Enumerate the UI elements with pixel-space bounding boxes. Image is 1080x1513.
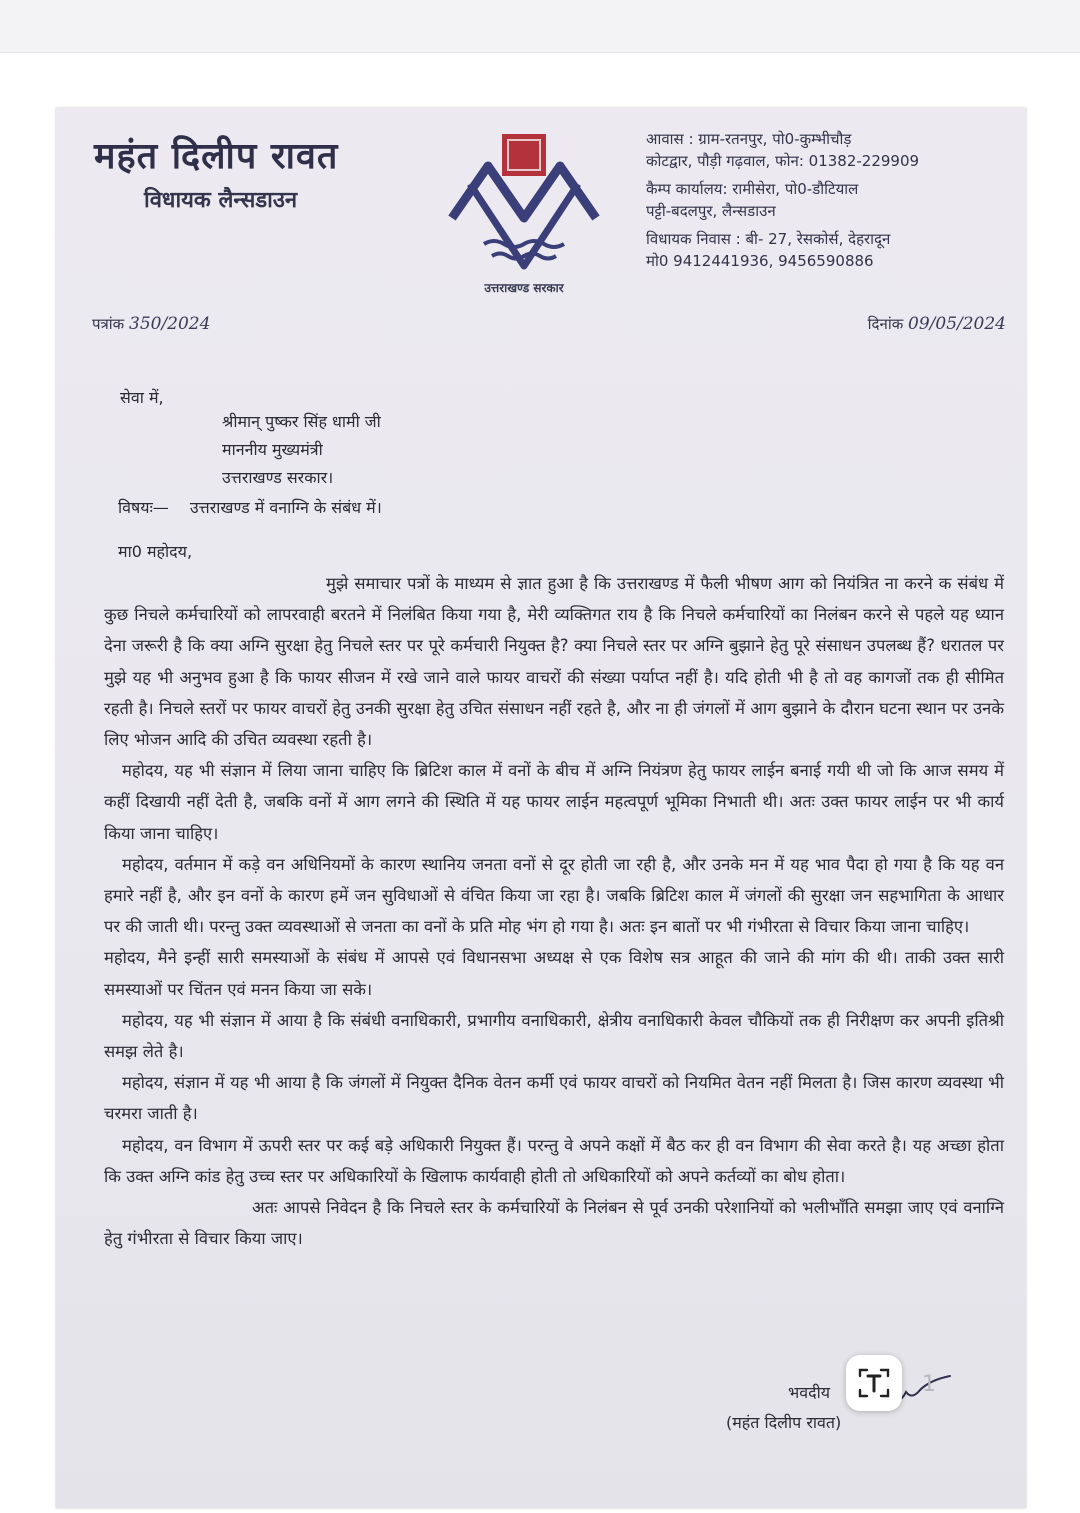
valediction-line	[788, 1378, 841, 1408]
letterhead-name: महंत दिलीप रावत	[94, 136, 339, 177]
body-paragraph: मुझे समाचार पत्रों के माध्यम से ज्ञात हुआ है कि उत्तराखण्ड में फैली भीषण आग को नियंत्रित ना करने क संबंध में कुछ निचले कर्मचारियों को लापरवाही बरतने में निलंबित किया गया है, मेरी व्यक्तिगत राय है कि निचले कर्मचारियों का निलंबन करने से पहले यह ध्यान देना जरूरी है कि क्या अग्नि सुरक्षा हेतु निचले स्तर पर पूरे कर्मचारी नियुक्त है? क्या निचले स्तर पर अग्नि बुझाने हेतु पूरे संसाधन उपलब्ध हैं? धरातल पर मुझे यह भी अनुभव हुआ है कि फायर सीजन में रखे जाने वाले फायर वाचरों की संख्या पर्याप्त नहीं है। यदि होती भी है तो वह कागजों तक ही सीमित रहती है। निचले स्तरों पर फायर वाचरों हेतु उनकी सुरक्षा हेतु उचित संसाधन नहीं रहते है, और ना ही जंगलों में आग बुझाने के दौरान घटना स्थान पर उनके लिए भोजन आदि की उचित व्यवस्था रहती है।	[104, 574, 1004, 750]
subject-line	[118, 496, 382, 518]
body-paragraph: महोदय, मैने इन्हीं सारी समस्याओं के संबंध में आपसे एवं विधानसभा अध्यक्ष से एक विशेष सत्र आहूत की जाने की मांग की थी। ताकी उक्त सारी समस्याओं पर चिंतन एवं मनन किया जा सके।	[104, 948, 1004, 999]
text-recognition-icon	[857, 1366, 891, 1400]
addressee-block	[222, 408, 381, 492]
signatory-name: (महंत दिलीप रावत)	[726, 1413, 842, 1432]
salutation: मा0 महोदय,	[118, 542, 193, 561]
reference-label: पत्रांक	[92, 315, 125, 333]
valediction: भवदीय	[788, 1383, 831, 1402]
app-top-bar	[0, 0, 1080, 53]
addressee-line: माननीय मुख्यमंत्री	[222, 440, 323, 459]
body-paragraph: महोदय, वन विभाग में ऊपरी स्तर पर कई बड़े अधिकारी नियुक्त हैं। परन्तु वे अपने कक्षों में बैठ कर ही वन विभाग की सेवा करते है। यह अच्छा होता कि उक्त अग्नि कांड हेतु उच्च स्तर पर अधिकारियों के खिलाफ कार्यवाही होती तो अधिकारियों को अपने कर्तव्यों का बोध होता।	[104, 1135, 1004, 1186]
date-value: 09/05/2024	[908, 314, 1006, 334]
address-line: कोटद्वार, पौड़ी गढ़वाल, फोन: 01382-229909	[646, 152, 920, 170]
reference-value: 350/2024	[129, 314, 211, 334]
phone-line: मो0 9412441936, 9456590886	[646, 252, 874, 270]
reference-number	[92, 314, 210, 334]
address-line: विधायक निवास : बी- 27, रेसकोर्स, देहरादून	[646, 230, 891, 248]
addressee-opening: सेवा में,	[120, 388, 164, 407]
body-paragraph: महोदय, संज्ञान में यह भी आया है कि जंगलों में नियुक्त दैनिक वेतन कर्मी एवं फायर वाचरों को नियमित वेतन नहीं मिलता है। जिस कारण व्यवस्था भी चरमरा जाती है।	[104, 1073, 1004, 1124]
body-paragraph: महोदय, वर्तमान में कड़े वन अधिनियमों के कारण स्थानिय जनता वनों से दूर होती जा रही है, और उनके मन में यह भाव पैदा हो गया है कि यह वन हमारे नहीं है, और इन वनों के कारण हमें जन सुविधाओं से वंचित किया जा रहा है। जबकि ब्रिटिश काल में जंगलों की सुरक्षा जन सहभागिता के आधार पर की जाती थी। परन्तु उक्त व्यवस्थाओं से जनता का वनों के प्रति मोह भंग हो गया है। अतः इन बातों पर भी गंभीरता से विचार किया जाना चाहिए।	[104, 854, 1004, 937]
addressee-line: उत्तराखण्ड सरकार।	[222, 468, 334, 487]
letter-date	[868, 314, 1006, 334]
subject-label: विषयः—	[118, 498, 169, 517]
address-block	[646, 128, 1016, 272]
emblem-graphic	[444, 126, 604, 296]
letterhead-title: विधायक लैन्सडाउन	[144, 188, 298, 213]
letter-page	[56, 108, 1026, 1508]
uttarakhand-emblem	[444, 126, 604, 296]
body-paragraph: अतः आपसे निवेदन है कि निचले स्तर के कर्मचारियों के निलंबन से पूर्व उनकी परेशानियों को भलीभाँति समझा जाए एवं वनाग्नि हेतु गंभीरता से विचार किया जाए।	[104, 1198, 1004, 1249]
address-line: आवास : ग्राम-रतनपुर, पो0-कुम्भीचौड़	[646, 130, 852, 148]
text-recognition-button[interactable]	[846, 1355, 902, 1411]
address-line: कैम्प कार्यालय: रामीसेरा, पो0-डौटियाल	[646, 180, 859, 198]
body-paragraph: महोदय, यह भी संज्ञान में लिया जाना चाहिए कि ब्रिटिश काल में वनों के बीच में अग्नि नियंत्रण हेतु फायर लाईन बनाई गयी थी जो कि आज समय में कहीं दिखायी नहीं देती है, जबकि वनों में आग लगने की स्थिति में यह फायर लाईन महत्वपूर्ण भूमिका निभाती थी। अतः उक्त फायर लाईन पर भी कार्य किया जाना चाहिए।	[104, 761, 1004, 843]
closing-block	[726, 1378, 842, 1438]
subject-text: उत्तराखण्ड में वनाग्नि के संबंध में।	[189, 498, 382, 517]
body-paragraph: महोदय, यह भी संज्ञान में आया है कि संबंधी वनाधिकारी, प्रभागीय वनाधिकारी, क्षेत्रीय वनाधिकारी केवल चौकियों तक ही निरीक्षण कर अपनी इतिश्री समझ लेते है।	[104, 1010, 1004, 1062]
letter-body	[104, 568, 1004, 1254]
address-line: पट्टी-बदलपुर, लैन्सडाउन	[646, 202, 776, 220]
date-label: दिनांक	[867, 315, 904, 333]
emblem-caption: उत्तराखण्ड सरकार	[484, 281, 564, 295]
addressee-line: श्रीमान् पुष्कर सिंह धामी जी	[222, 412, 381, 431]
page-number: 1	[922, 1372, 936, 1397]
